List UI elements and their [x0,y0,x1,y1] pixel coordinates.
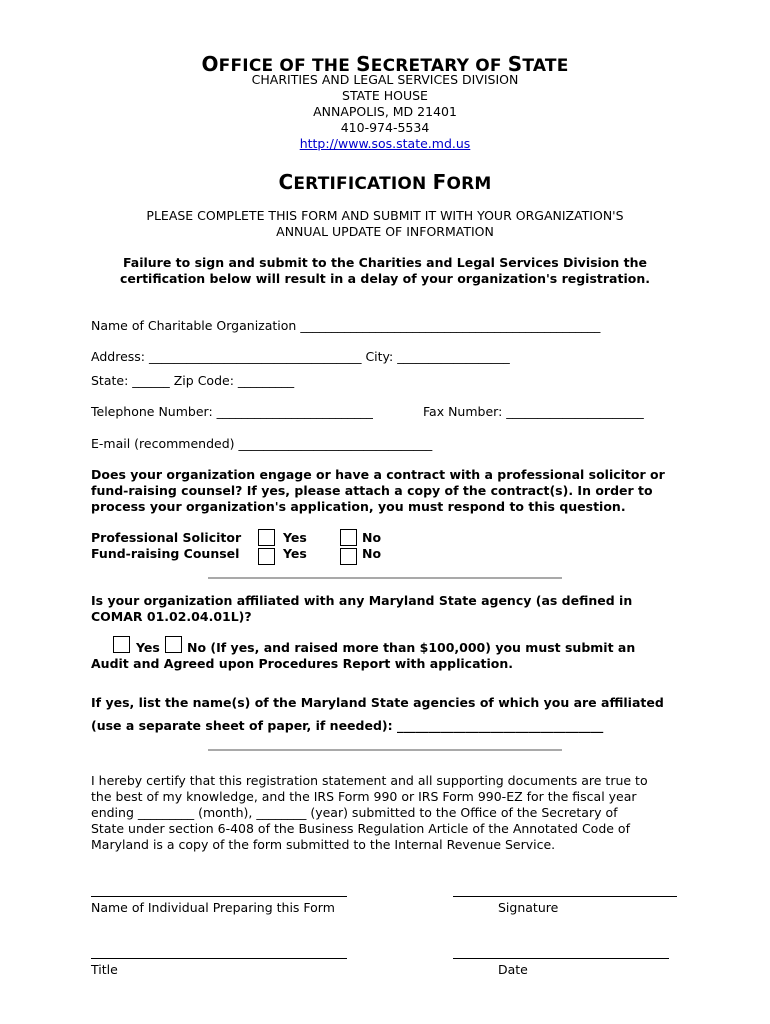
state-zip-field[interactable]: State: ______ Zip Code: _________ [91,373,295,388]
phone-line: 410-974-5534 [340,120,430,135]
org-name-field[interactable]: Name of Charitable Organization ________________________________________________ [91,318,601,333]
professional-solicitor-label: Professional Solicitor [91,530,242,545]
date-label: Date [498,962,528,977]
counsel-yes-checkbox[interactable] [258,548,275,565]
agency-question-1: Is your organization affiliated with any Maryland State agency (as defined in [91,593,633,608]
agency-audit-line: Audit and Agreed upon Procedures Report with application. [91,656,514,671]
office-title: OFFICE OF THE SECRETARY OF STATE [201,52,569,76]
instruction-line-2: ANNUAL UPDATE OF INFORMATION [276,224,494,239]
certification-line-4: State under section 6-408 of the Business Regulation Article of the Annotated Code of [91,821,630,836]
certification-line-2: the best of my knowledge, and the IRS Form 990 or IRS Form 990-EZ for the fiscal year [91,789,637,804]
address-city-field[interactable]: Address: __________________________________ City: __________________ [91,349,510,364]
instruction-line-1: PLEASE COMPLETE THIS FORM AND SUBMIT IT WITH YOUR ORGANIZATION'S [146,208,624,223]
date-line[interactable] [453,958,669,959]
warning-line-2: certification below will result in a delay of your organization's registration. [120,271,650,286]
agency-no-checkbox[interactable] [165,636,182,653]
counsel-no-checkbox[interactable] [340,548,357,565]
warning-line-1: Failure to sign and submit to the Charities and Legal Services Division the [122,255,648,270]
agency-yes-checkbox[interactable] [113,636,130,653]
email-field[interactable]: E-mail (recommended) _______________________________ [91,436,433,451]
agency-yes-label: Yes [136,640,160,655]
counsel-no-label: No [362,546,382,561]
signature-line[interactable] [453,896,677,897]
website-link[interactable]: http://www.sos.state.md.us [299,136,471,151]
solicitor-question-2: fund-raising counsel? If yes, please attach a copy of the contract(s). In order to [91,483,653,498]
agency-list-line-1: If yes, list the name(s) of the Maryland State agencies of which you are affiliated [91,695,664,710]
signature-label: Signature [498,900,559,915]
section-divider-2 [208,749,562,751]
agency-question-2: COMAR 01.02.04.01L)? [91,609,252,624]
certification-line-1: I hereby certify that this registration statement and all supporting documents are true to [91,773,648,788]
title-label: Title [91,962,118,977]
city-line: ANNAPOLIS, MD 21401 [313,104,457,119]
solicitor-no-checkbox[interactable] [340,529,357,546]
preparer-name-label: Name of Individual Preparing this Form [91,900,335,915]
telephone-field[interactable]: Telephone Number: _________________________ [91,404,373,419]
building-name: STATE HOUSE [342,88,428,103]
website-row [0,136,770,152]
agency-no-label: No (If yes, and raised more than $100,000) you must submit an [187,640,636,655]
solicitor-no-label: No [362,530,382,545]
section-divider-1 [208,577,562,579]
solicitor-yes-checkbox[interactable] [258,529,275,546]
preparer-name-line[interactable] [91,896,347,897]
counsel-yes-label: Yes [283,546,307,561]
certification-line-5: Maryland is a copy of the form submitted to the Internal Revenue Service. [91,837,556,852]
certification-line-3[interactable]: ending _________ (month), ________ (year) submitted to the Office of the Secretary of [91,805,618,820]
fundraising-counsel-label: Fund-raising Counsel [91,546,240,561]
solicitor-yes-label: Yes [283,530,307,545]
solicitor-question-1: Does your organization engage or have a contract with a professional solicitor or [91,467,665,482]
form-title: CERTIFICATION FORM [278,170,492,194]
fax-field[interactable]: Fax Number: ______________________ [423,404,644,419]
title-line[interactable] [91,958,347,959]
agency-list-field[interactable]: (use a separate sheet of paper, if needed): _________________________________ [91,718,604,733]
solicitor-question-3: process your organization's application, you must respond to this question. [91,499,626,514]
division-name: CHARITIES AND LEGAL SERVICES DIVISION [251,72,519,87]
